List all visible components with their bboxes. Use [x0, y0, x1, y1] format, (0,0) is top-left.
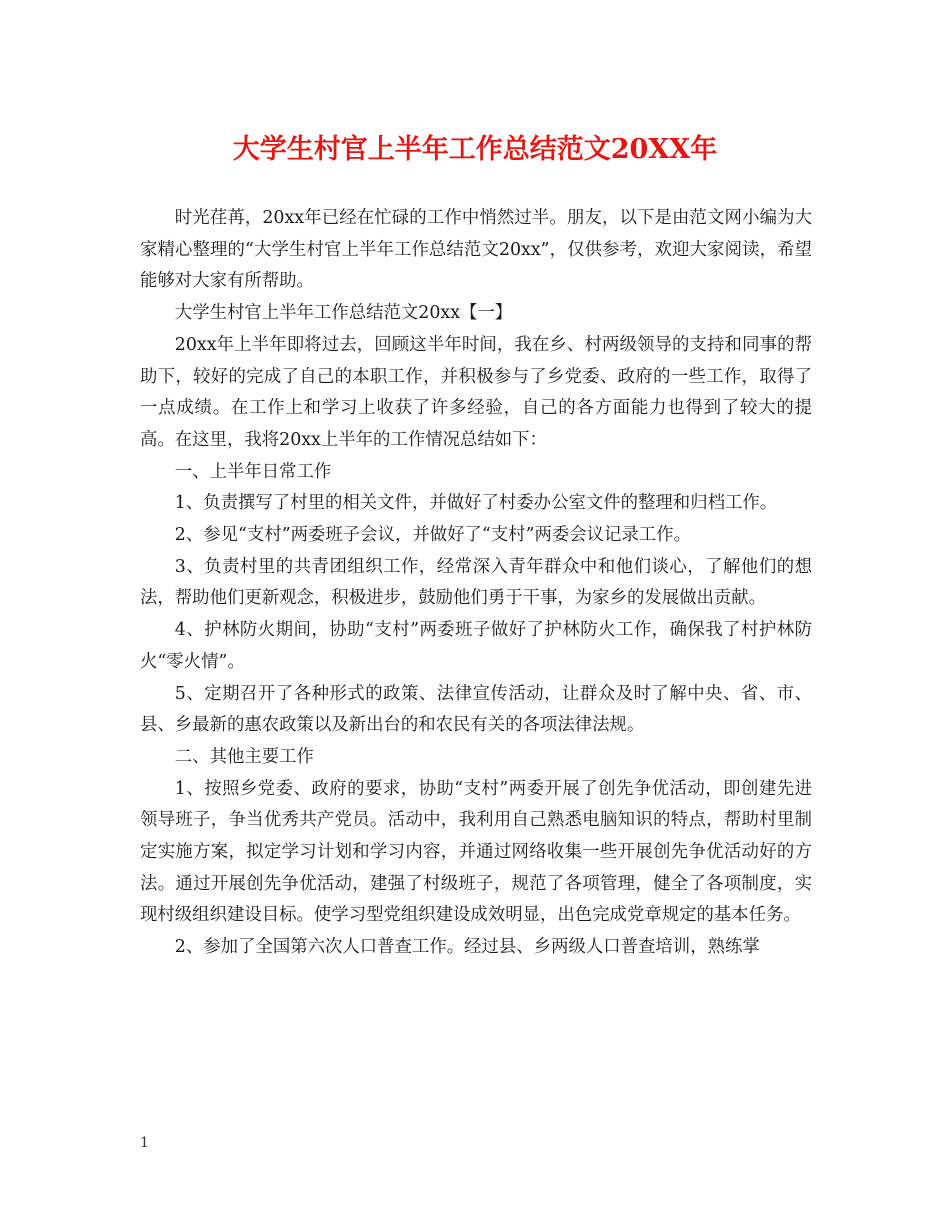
list-item: 2、参见“支村”两委班子会议，并做好了“支村”两委会议记录工作。 — [174, 525, 691, 546]
page-number: 1 — [140, 1135, 149, 1151]
subsection-heading: 二、其他主要工作 — [174, 746, 314, 767]
paragraph: 20xx年上半年即将过去，回顾这半年时间，我在乡、村两级领导的支持和同事的帮助下，较好的完成了自己的本职工作，并积极参与了乡党委、政府的一些工作，取得了一点成绩。在工作上和学习上收获了许多经验，自己的各方面能力也得到了较大的提高。在这里，我将20xx上半年的工作情况总结如下： — [140, 334, 812, 450]
section-heading: 大学生村官上半年工作总结范文20xx【一】 — [174, 303, 513, 324]
list-item: 2、参加了全国第六次人口普查工作。经过县、乡两级人口普查培训，熟练掌 — [174, 937, 760, 958]
list-item: 5、定期召开了各种形式的政策、法律宣传活动，让群众及时了解中央、省、市、县、乡最新的惠农政策以及新出台的和农民有关的各项法律法规。 — [140, 683, 812, 736]
paragraph-intro: 时光荏苒，20xx年已经在忙碌的工作中悄然过半。朋友，以下是由范文网小编为大家精心整理的“大学生村官上半年工作总结范文20xx”，仅供参考，欢迎大家阅读，希望能够对大家有所帮助。 — [140, 208, 812, 292]
list-item: 1、按照乡党委、政府的要求，协助“支村”两委开展了创先争优活动，即创建先进领导班子，争当优秀共产党员。活动中，我利用自己熟悉电脑知识的特点，帮助村里制定实施方案，拟定学习计划和学习内容，并通过网络收集一些开展创先争优活动好的方法。通过开展创先争优活动，建强了村级班子，规范了各项管理，健全了各项制度，实现村级组织建设目标。使学习型党组织建设成效明显，出色完成党章规定的基本任务。 — [140, 778, 812, 926]
document-body — [140, 203, 812, 964]
list-item: 3、负责村里的共青团组织工作，经常深入青年群众中和他们谈心，了解他们的想法，帮助他们更新观念，积极进步，鼓励他们勇于干事，为家乡的发展做出贡献。 — [140, 556, 812, 609]
list-item: 4、护林防火期间，协助“支村”两委班子做好了护林防火工作，确保我了村护林防火“零火情”。 — [140, 620, 812, 672]
subsection-heading: 一、上半年日常工作 — [174, 461, 332, 482]
document-title: 大学生村官上半年工作总结范文20XX年 — [232, 134, 718, 165]
list-item: 1、负责撰写了村里的相关文件，并做好了村委办公室文件的整理和归档工作。 — [174, 493, 778, 514]
